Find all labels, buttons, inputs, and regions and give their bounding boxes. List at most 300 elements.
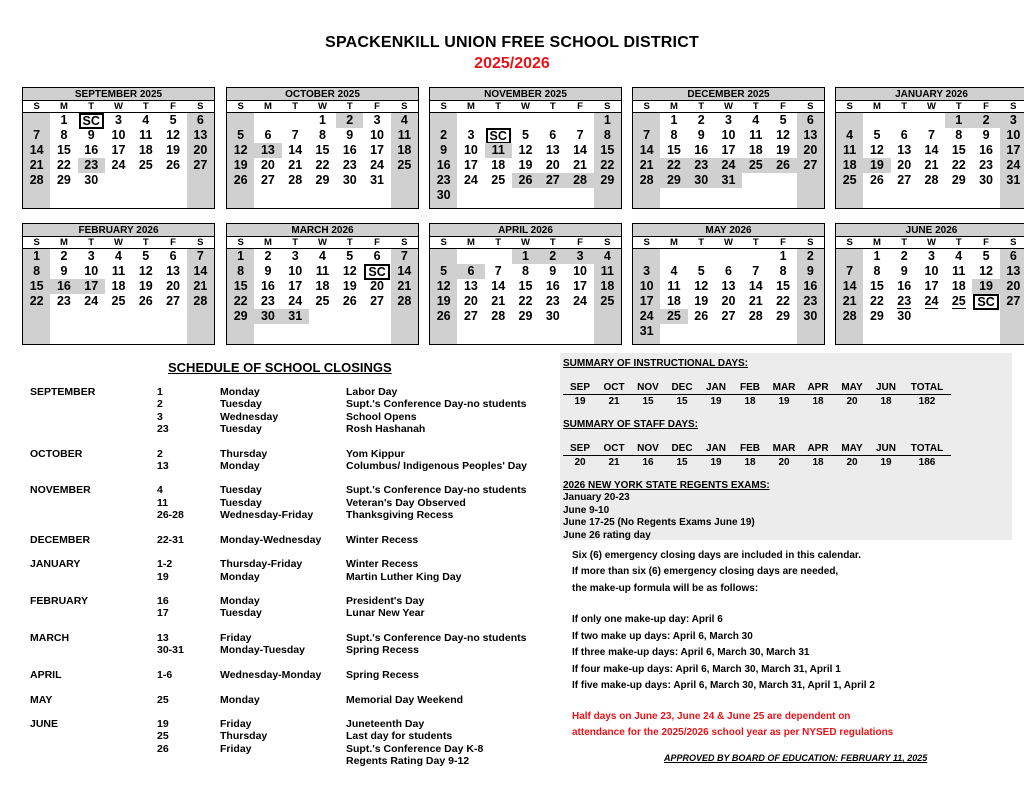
closing-event: Last day for students [346,730,453,743]
summary-col-header: JUN [869,443,903,456]
day-cell [769,158,796,173]
day-cell [972,158,999,173]
day-number: 10 [1006,128,1021,142]
day-cell [50,173,77,188]
day-cell [363,173,390,188]
day-cell [836,143,863,158]
day-number: 18 [842,158,857,172]
day-number: 27 [897,173,912,187]
weekday-label: T [142,237,149,248]
day-cell [1000,128,1024,143]
day-number: 4 [752,113,760,127]
summary-column [563,443,597,469]
closing-month: OCTOBER [30,447,83,460]
regents-item: June 9-10 [563,504,610,516]
day-number: 3 [115,113,122,127]
emergency-line: Six (6) emergency closing days are included in this calendar. [572,550,861,561]
day-number: 16 [979,143,994,157]
day-cell [78,249,105,264]
day-number: 22 [600,158,615,172]
day-cell [309,173,336,188]
day-number: 3 [467,128,475,142]
day-number: 15 [776,279,791,293]
day-number: 25 [842,173,857,187]
day-number: 1 [873,249,881,263]
closing-weekday: Friday [220,742,252,755]
day-cell [430,128,457,143]
day-cell [485,309,512,324]
closing-date: 4 [157,484,163,497]
weekday-label: M [466,237,475,248]
day-number: 2 [697,113,705,127]
day-number: 29 [776,309,791,323]
day-number: SC [973,294,998,310]
summary-col-header: FEB [733,443,767,456]
day-cell [50,113,77,128]
day-grid [633,249,824,339]
day-number: 23 [260,294,275,308]
day-cell [715,309,742,324]
day-cell [159,249,186,264]
day-number: 26 [342,294,357,308]
day-number: 14 [193,264,208,278]
day-cell [797,249,824,264]
closing-weekday: Monday-Wednesday [220,533,322,546]
closing-date: 23 [157,422,169,435]
day-number: 6 [549,128,557,142]
summary-column [699,382,733,408]
closings-title: SCHEDULE OF SCHOOL CLOSINGS [168,360,392,375]
day-cell [227,279,254,294]
day-cell [918,173,945,188]
day-number: 6 [806,113,814,127]
empty-cell [863,113,890,128]
day-cell [391,143,418,158]
day-cell [945,279,972,294]
day-cell [797,143,824,158]
day-number: 29 [518,309,533,323]
day-number: 22 [56,158,71,172]
day-number: 13 [260,143,275,157]
day-number: 8 [60,128,68,142]
makeup-line: If five make-up days: April 6, March 30, March 31, April 1, April 2 [572,680,875,692]
day-cell [132,128,159,143]
closing-date: 3 [157,410,163,423]
day-number: 13 [803,128,818,142]
day-cell [945,173,972,188]
day-number: 13 [463,279,478,293]
closing-date: 19 [157,570,169,583]
day-number: 9 [60,264,68,278]
day-number: 21 [491,294,506,308]
day-cell [391,249,418,264]
day-cell [539,294,566,309]
closing-weekday: Monday [220,693,260,706]
closing-event: Juneteenth Day [346,718,425,731]
day-cell [633,309,660,324]
school-year: 2025/2026 [474,55,550,72]
day-cell [972,143,999,158]
day-cell [336,279,363,294]
day-cell [187,279,214,294]
day-number: 27 [166,294,181,308]
day-number: 18 [951,279,966,293]
summary-column [665,443,699,469]
regents-list [563,492,755,542]
day-cell [742,309,769,324]
day-number: 11 [491,143,505,157]
weekday-label: S [237,101,244,112]
day-cell [485,158,512,173]
closing-date: 26 [157,742,169,755]
day-number: 22 [951,158,966,172]
day-number: 27 [260,173,275,187]
day-number: 3 [1009,113,1017,127]
day-cell [227,128,254,143]
weekday-label: S [807,237,814,248]
day-cell [797,309,824,324]
day-number: 29 [666,173,681,187]
day-number: 30 [342,173,357,187]
day-cell [23,264,50,279]
day-cell [660,294,687,309]
day-number: SC [486,128,511,144]
closing-event: Supt.'s Conference Day-no students [346,632,527,644]
day-cell [539,173,566,188]
day-cell [836,294,863,309]
day-cell [742,279,769,294]
weekday-label: T [752,237,759,248]
closing-date: 30-31 [157,644,184,657]
weekday-label: F [170,237,176,248]
day-number: 17 [573,279,588,293]
closing-month: FEBRUARY [30,595,88,608]
day-cell [78,113,105,128]
day-cell [891,249,918,264]
day-cell [566,173,593,188]
weekday-label: S [604,237,611,248]
instructional-days-title: SUMMARY OF INSTRUCTIONAL DAYS: [563,358,749,369]
day-cell [594,264,621,279]
day-number: 12 [166,128,181,142]
day-number: 2 [264,249,272,263]
weekday-label: M [872,101,881,112]
day-number: 2 [440,128,448,142]
summary-value: 20 [574,457,586,468]
summary-value: 186 [918,457,936,468]
day-cell [159,294,186,309]
day-cell [972,279,999,294]
day-cell [539,128,566,143]
day-cell [282,128,309,143]
day-cell [254,128,281,143]
day-number: 18 [491,158,506,172]
emergency-line: If more than six (6) emergency closing days are needed, [572,566,839,578]
closing-event: Supt.'s Conference Day-no students [346,484,527,497]
day-number: 5 [982,249,990,263]
day-cell [972,113,999,128]
summary-col-header: NOV [631,443,665,456]
day-number: 11 [749,128,763,142]
day-cell [769,294,796,309]
emergency-note [572,548,861,597]
weekday-label: M [263,101,272,112]
day-grid [227,113,418,188]
closing-event: Martin Luther King Day [346,570,462,583]
closing-weekday: Friday [220,632,252,644]
day-cell [633,128,660,143]
empty-cell [485,249,512,264]
day-number: 12 [776,128,791,142]
day-cell [660,264,687,279]
day-cell [891,173,918,188]
makeup-line: If three make-up days: April 6, March 30, March 31 [572,647,810,659]
day-number: 2 [346,113,354,127]
summary-col-header: DEC [665,443,699,456]
summary-value: 20 [778,457,790,468]
month-title: OCTOBER 2025 [227,88,418,101]
day-cell [769,249,796,264]
summary-column [801,443,835,469]
weekday-label: S [33,237,40,248]
day-number: 18 [666,294,681,308]
day-cell [715,173,742,188]
day-number: 29 [869,309,884,323]
day-number: 15 [56,143,71,157]
day-number: 22 [233,294,248,308]
day-cell [688,279,715,294]
closing-month: JUNE [30,718,59,731]
day-cell [105,264,132,279]
day-cell [309,279,336,294]
day-cell [797,113,824,128]
day-cell [391,128,418,143]
day-number: 7 [400,249,408,263]
day-cell [430,143,457,158]
day-number: 4 [115,249,122,263]
day-cell [309,128,336,143]
weekday-label: T [549,237,556,248]
empty-cell [539,113,566,128]
day-cell [159,143,186,158]
day-cell [309,294,336,309]
day-cell [430,158,457,173]
day-cell [863,264,890,279]
day-cell [633,324,660,339]
day-number: 27 [803,158,818,172]
day-number: 7 [576,128,584,142]
summary-col-header: APR [801,443,835,456]
day-cell [1000,158,1024,173]
day-number: 22 [29,294,44,308]
day-cell [742,264,769,279]
closing-event: Rosh Hashanah [346,422,426,435]
day-number: 21 [193,279,208,293]
day-cell [945,143,972,158]
day-number: 11 [397,128,411,142]
day-number: 28 [748,309,763,323]
day-cell [282,143,309,158]
day-number: 7 [928,128,935,142]
day-cell [863,279,890,294]
summary-col-header: MAR [767,443,801,456]
day-number: 19 [979,279,994,293]
day-cell [430,309,457,324]
day-number: 1 [522,249,529,263]
day-cell [1000,279,1024,294]
summary-col-header: OCT [597,382,631,395]
day-number: 26 [518,173,533,187]
day-cell [715,294,742,309]
weekday-label: W [521,237,530,248]
day-cell [132,279,159,294]
day-number: 23 [84,158,99,172]
day-cell [972,294,999,309]
day-cell [891,143,918,158]
day-number: 17 [924,279,939,293]
day-number: 28 [639,173,654,187]
day-cell [633,294,660,309]
day-grid [430,249,621,324]
closing-event: Winter Recess [346,558,419,571]
empty-cell [633,249,660,264]
day-number: 6 [900,128,908,142]
day-number: 24 [1006,158,1021,172]
day-cell [512,309,539,324]
day-number: 15 [600,143,615,157]
day-number: 26 [233,173,248,187]
weekday-header [836,101,1024,113]
day-cell [78,173,105,188]
day-cell [742,294,769,309]
day-number: 15 [666,143,681,157]
day-number: 21 [924,158,939,172]
day-cell [336,173,363,188]
summary-col-header: MAR [767,382,801,395]
day-cell [78,264,105,279]
day-number: 8 [319,128,326,142]
day-cell [363,113,390,128]
day-number: 5 [779,113,787,127]
day-cell [769,264,796,279]
day-number: 24 [639,309,654,323]
day-cell [797,264,824,279]
day-cell [688,309,715,324]
day-cell [282,264,309,279]
day-cell [132,113,159,128]
weekday-label: F [983,101,989,112]
day-cell [512,143,539,158]
closing-month: APRIL [30,668,62,681]
day-cell [363,128,390,143]
weekday-label: S [643,101,650,112]
empty-cell [891,113,918,128]
day-cell [132,158,159,173]
day-number: 10 [111,128,126,142]
day-number: 11 [600,264,614,278]
day-cell [633,279,660,294]
day-cell [363,158,390,173]
weekday-label: M [59,237,68,248]
day-cell [688,158,715,173]
day-cell [566,249,593,264]
summary-value: 20 [846,396,858,407]
day-cell [187,249,214,264]
day-number: 12 [979,264,994,278]
day-number: 28 [29,173,44,187]
day-number: 19 [166,143,181,157]
day-grid [23,113,214,188]
closing-date: 2 [157,447,163,460]
half-days-line: attendance for the 2025/2026 school year as per NYSED regulations [572,727,894,738]
day-cell [254,294,281,309]
day-number: 7 [846,264,854,278]
summary-value: 18 [880,396,892,407]
makeup-line: If two make up days: April 6, March 30 [572,630,753,642]
weekday-label: T [88,237,95,248]
day-number: 8 [603,128,611,142]
day-cell [539,249,566,264]
summary-value: 15 [642,396,654,407]
day-number: 19 [776,143,791,157]
day-cell [485,264,512,279]
empty-cell [742,249,769,264]
day-cell [457,279,484,294]
day-number: 18 [138,143,153,157]
day-cell [769,128,796,143]
day-number: 17 [84,279,99,293]
closing-month: MAY [30,693,53,706]
day-grid [430,113,621,203]
day-cell [742,113,769,128]
day-cell [688,128,715,143]
day-cell [430,188,457,203]
day-grid [633,113,824,188]
summary-value: 21 [608,396,620,407]
day-cell [227,294,254,309]
day-cell [254,264,281,279]
day-number: 15 [869,279,884,293]
closing-event: School Opens [346,410,417,423]
day-number: 28 [491,309,506,323]
empty-cell [918,113,945,128]
weekday-label: T [495,101,502,112]
day-cell [159,128,186,143]
day-cell [688,113,715,128]
day-number: 4 [955,249,963,263]
day-number: 26 [694,309,709,323]
weekday-label: M [669,101,678,112]
day-cell [863,173,890,188]
day-number: 9 [982,128,990,142]
day-number: 11 [952,264,966,278]
weekday-label: T [698,237,705,248]
day-cell [769,309,796,324]
weekday-label: W [114,101,123,112]
month-calendar [835,87,1024,209]
day-cell [78,143,105,158]
day-number: 27 [193,158,208,172]
day-cell [430,279,457,294]
day-cell [105,128,132,143]
summary-col-header: JAN [699,443,733,456]
closing-event: Supt.'s Conference Day K-8 [346,742,484,755]
day-number: 28 [397,294,412,308]
summary-value: 19 [880,457,892,468]
day-number: 3 [576,249,584,263]
day-number: 23 [56,294,71,308]
weekday-label: F [374,237,380,248]
